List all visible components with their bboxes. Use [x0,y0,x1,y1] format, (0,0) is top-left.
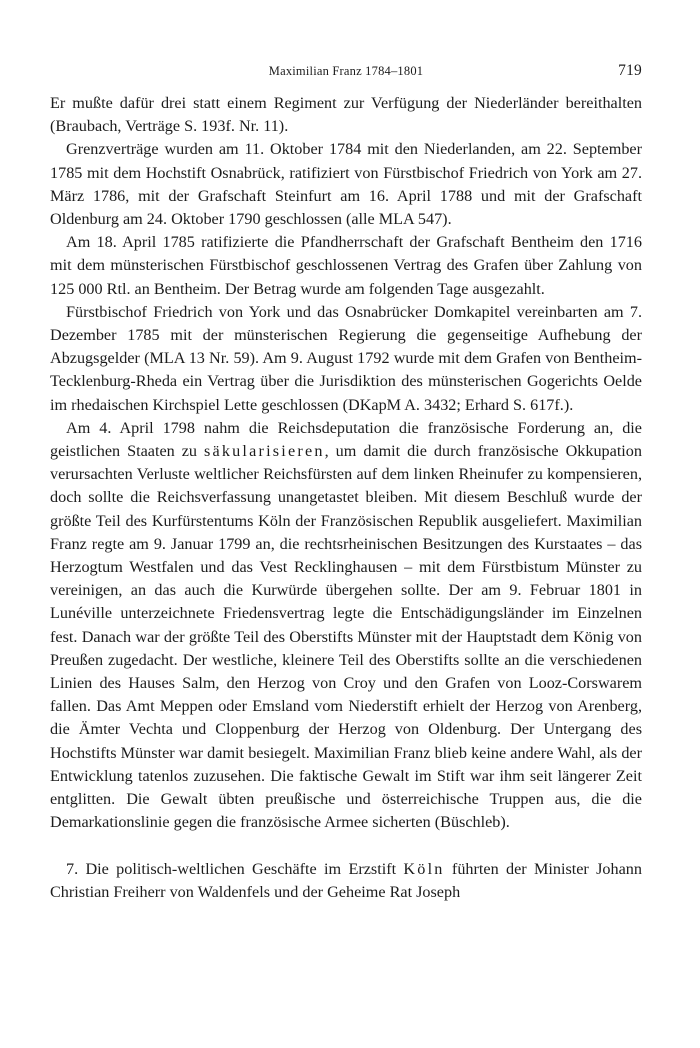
text-run: 7. Die politisch-weltlichen Geschäfte im Erzstift [66,859,404,878]
paragraph-secularization [50,417,642,835]
running-header [50,62,642,86]
text-run: , um damit die durch französische Okkupation verursachten Verluste weltlicher Reichsfürsten auf dem linken Rheinufer zu kompensieren, doch sollte die Reichsverfassung unangetastet bleiben. Mit diesem Beschluß wurde der größte Teil des Kurfürstentums Köln der Französischen Republik ausgeliefert. Maximilian Franz regte am 9. Januar 1799 an, die rechtsrheinischen Besitzungen des Kurstaates – das Herzogtum Westfalen und das Vest Recklinghausen – mit dem Fürstbistum Münster zu vereinigen, an das auch die Kurwürde übergehen sollte. Der am 9. Februar 1801 in Lunéville unterzeichnete Friedensvertrag legte die Entschädigungsländer im Einzelnen fest. Danach war der größte Teil des Oberstifts Münster mit der Hauptstadt dem König von Preußen zugedacht. Der westliche, kleinere Teil des Oberstifts sollte an die verschiedenen Linien des Hauses Salm, den Herzog von Croy und den Grafen von Looz-Corswarem fallen. Das Amt Meppen oder Emsland vom Niederstift erhielt der Herzog von Arenberg, die Ämter Vechta und Cloppenburg der Herzog von Oldenburg. Der Untergang des Hochstifts Münster war damit besiegelt. Maximilian Franz blieb keine andere Wahl, als der Entwicklung tatenlos zuzusehen. Die faktische Gewalt im Stift war ihm seit längerer Zeit entglitten. Die Gewalt übten preußische und österreichische Truppen aus, die die Demarkationslinie gegen die französische Armee sicherten (Büschleb). [50,442,642,832]
spaced-emphasis: säkularisieren [203,442,325,461]
paragraph-continuation: Er mußte dafür drei statt einem Regiment zur Verfügung der Niederländer bereithalten (Braubach, Verträge S. 193f. Nr. 11). [50,94,642,136]
spaced-emphasis: Köln [403,859,445,878]
text-run: Am 4. April 1798 nahm die Reichsdeputation die französische Forderung an, die geistlichen Staaten zu [50,418,642,461]
text-run: führten der Minister Johann Christian Freiherr von Waldenfels und der Geheime Rat Joseph [50,859,642,901]
running-title: Maximilian Franz 1784–1801 [268,64,424,78]
page-number: 719 [618,62,642,79]
paragraph-bentheim: Am 18. April 1785 ratifizierte die Pfandherrschaft der Grafschaft Bentheim den 1716 mit dem münsterischen Fürstbischof geschlossenen Vertrag des Grafen über Zahlung von 125 000 Rtl. an Bentheim. Der Betrag wurde am folgenden Tage ausgezahlt. [50,233,642,298]
body-text [50,92,642,904]
paragraph-section-7 [50,858,642,904]
paragraph-border-treaties: Grenzverträge wurden am 11. Oktober 1784 mit den Niederlanden, am 22. September 1785 mit dem Hochstift Osnabrück, ratifiziert von Fürstbischof Friedrich von York am 27. März 1786, mit der Grafschaft Steinfurt am 16. April 1788 und mit der Grafschaft Oldenburg am 24. Oktober 1790 geschlossen (alle MLA 547). [50,140,642,229]
book-page [50,62,642,904]
paragraph-osnabrueck: Fürstbischof Friedrich von York und das Osnabrücker Domkapitel vereinbarten am 7. Dezember 1785 mit der münsterischen Regierung die gegenseitige Aufhebung der Abzugsgelder (MLA 13 Nr. 59). Am 9. August 1792 wurde mit dem Grafen von Bentheim-Tecklenburg-Rheda ein Vertrag über die Jurisdiktion des münsterischen Gogerichts Oelde im rhedaischen Kirchspiel Lette geschlossen (DKapM A. 3432; Erhard S. 617f.). [50,302,642,414]
